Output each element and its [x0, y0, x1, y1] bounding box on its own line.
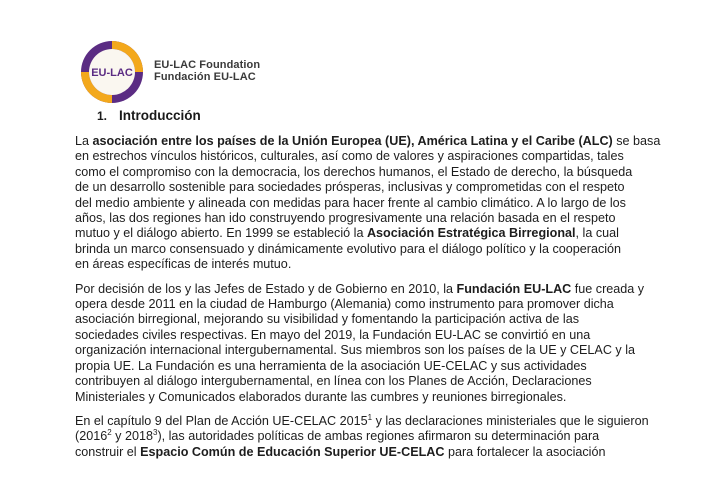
text-line: asociación birregional, mejorando su visibilidad y fomentando la participación activa de las	[75, 312, 580, 327]
text-line: propia UE. La Fundación es una herramienta de la asociación UE-CELAC y sus actividades	[75, 358, 587, 373]
eu-lac-logo-icon	[79, 39, 145, 105]
org-names	[154, 59, 260, 83]
org-name-es: Fundación EU-LAC	[154, 71, 256, 83]
section-heading	[97, 108, 201, 123]
footnote-ref-3[interactable]: 3	[152, 428, 158, 438]
text-line: mutuo y el diálogo abierto. En 1999 se estableció la Asociación Estratégica Birregional, la cual	[75, 226, 619, 241]
paragraph-1	[75, 134, 661, 273]
paragraph-2	[75, 281, 645, 405]
text-line: como el compromiso con la democracia, los derechos humanos, el Estado de derecho, la búsqueda	[75, 164, 633, 179]
text-line: La asociación entre los países de la Unión Europea (UE), América Latina y el Caribe (ALC) se basa	[75, 134, 661, 148]
text-line: brinda un marco consensuado y dinámicamente evolutivo para el diálogo político y la cooperación	[75, 241, 622, 256]
footnote-ref-1[interactable]: 1	[367, 412, 373, 422]
footnote-ref-2[interactable]: 2	[107, 428, 112, 438]
text-line: construir el Espacio Común de Educación Superior UE-CELAC para fortalecer la asociación	[75, 444, 606, 459]
text-line: Por decisión de los y las Jefes de Estado y de Gobierno en 2010, la Fundación EU-LAC fue creada y	[75, 281, 645, 296]
text-line: opera desde 2011 en la ciudad de Hamburgo (Alemania) como instrumento para promover dicha	[75, 297, 614, 312]
logo-text: EU-LAC	[91, 67, 133, 79]
text-line: contribuyen al diálogo intergubernamental, en línea con los Planes de Acción, Declaraciones	[75, 374, 592, 389]
paragraph-3	[75, 412, 649, 460]
text-line: años, las dos regiones han ido construyendo progresivamente una relación basada en el respeto	[75, 211, 616, 226]
org-name-en: EU-LAC Foundation	[154, 59, 261, 71]
text-line: organización internacional intergubernamental. Sus miembros son los países de la UE y CELAC y la	[75, 343, 636, 358]
text-line: En el capítulo 9 del Plan de Acción UE-CELAC 2015$^1$ y las declaraciones ministeriales que le siguieron	[75, 412, 649, 428]
text-line: en áreas específicas de interés mutuo.	[75, 257, 292, 272]
eu-lac-logo	[79, 39, 145, 105]
text-line: de un desarrollo sostenible para sociedades prósperas, inclusivas y comprometidas con el respeto	[75, 180, 625, 195]
section-title: Introducción	[119, 108, 201, 123]
text-line: sociedades civiles respectivas. En mayo del 2019, la Fundación EU-LAC se convirtió en una	[75, 327, 591, 342]
text-line: del medio ambiente y alineada con medidas para hacer frente al cambio climático. A lo largo de los	[75, 195, 626, 210]
text-line: (2016$^2$ y 2018$^3$), las autoridades políticas de ambas regiones afirmaron su determinación para	[75, 428, 600, 444]
text-line: en estrechos vínculos históricos, culturales, así como de valores y aspiraciones compartidas, tales	[75, 149, 624, 164]
document-body	[75, 134, 661, 469]
header-logo-block	[79, 38, 260, 106]
text-line: Ministeriales y Comunicados elaborados durante las cumbres y reuniones birregionales.	[75, 389, 567, 404]
section-number: 1.	[97, 109, 108, 123]
